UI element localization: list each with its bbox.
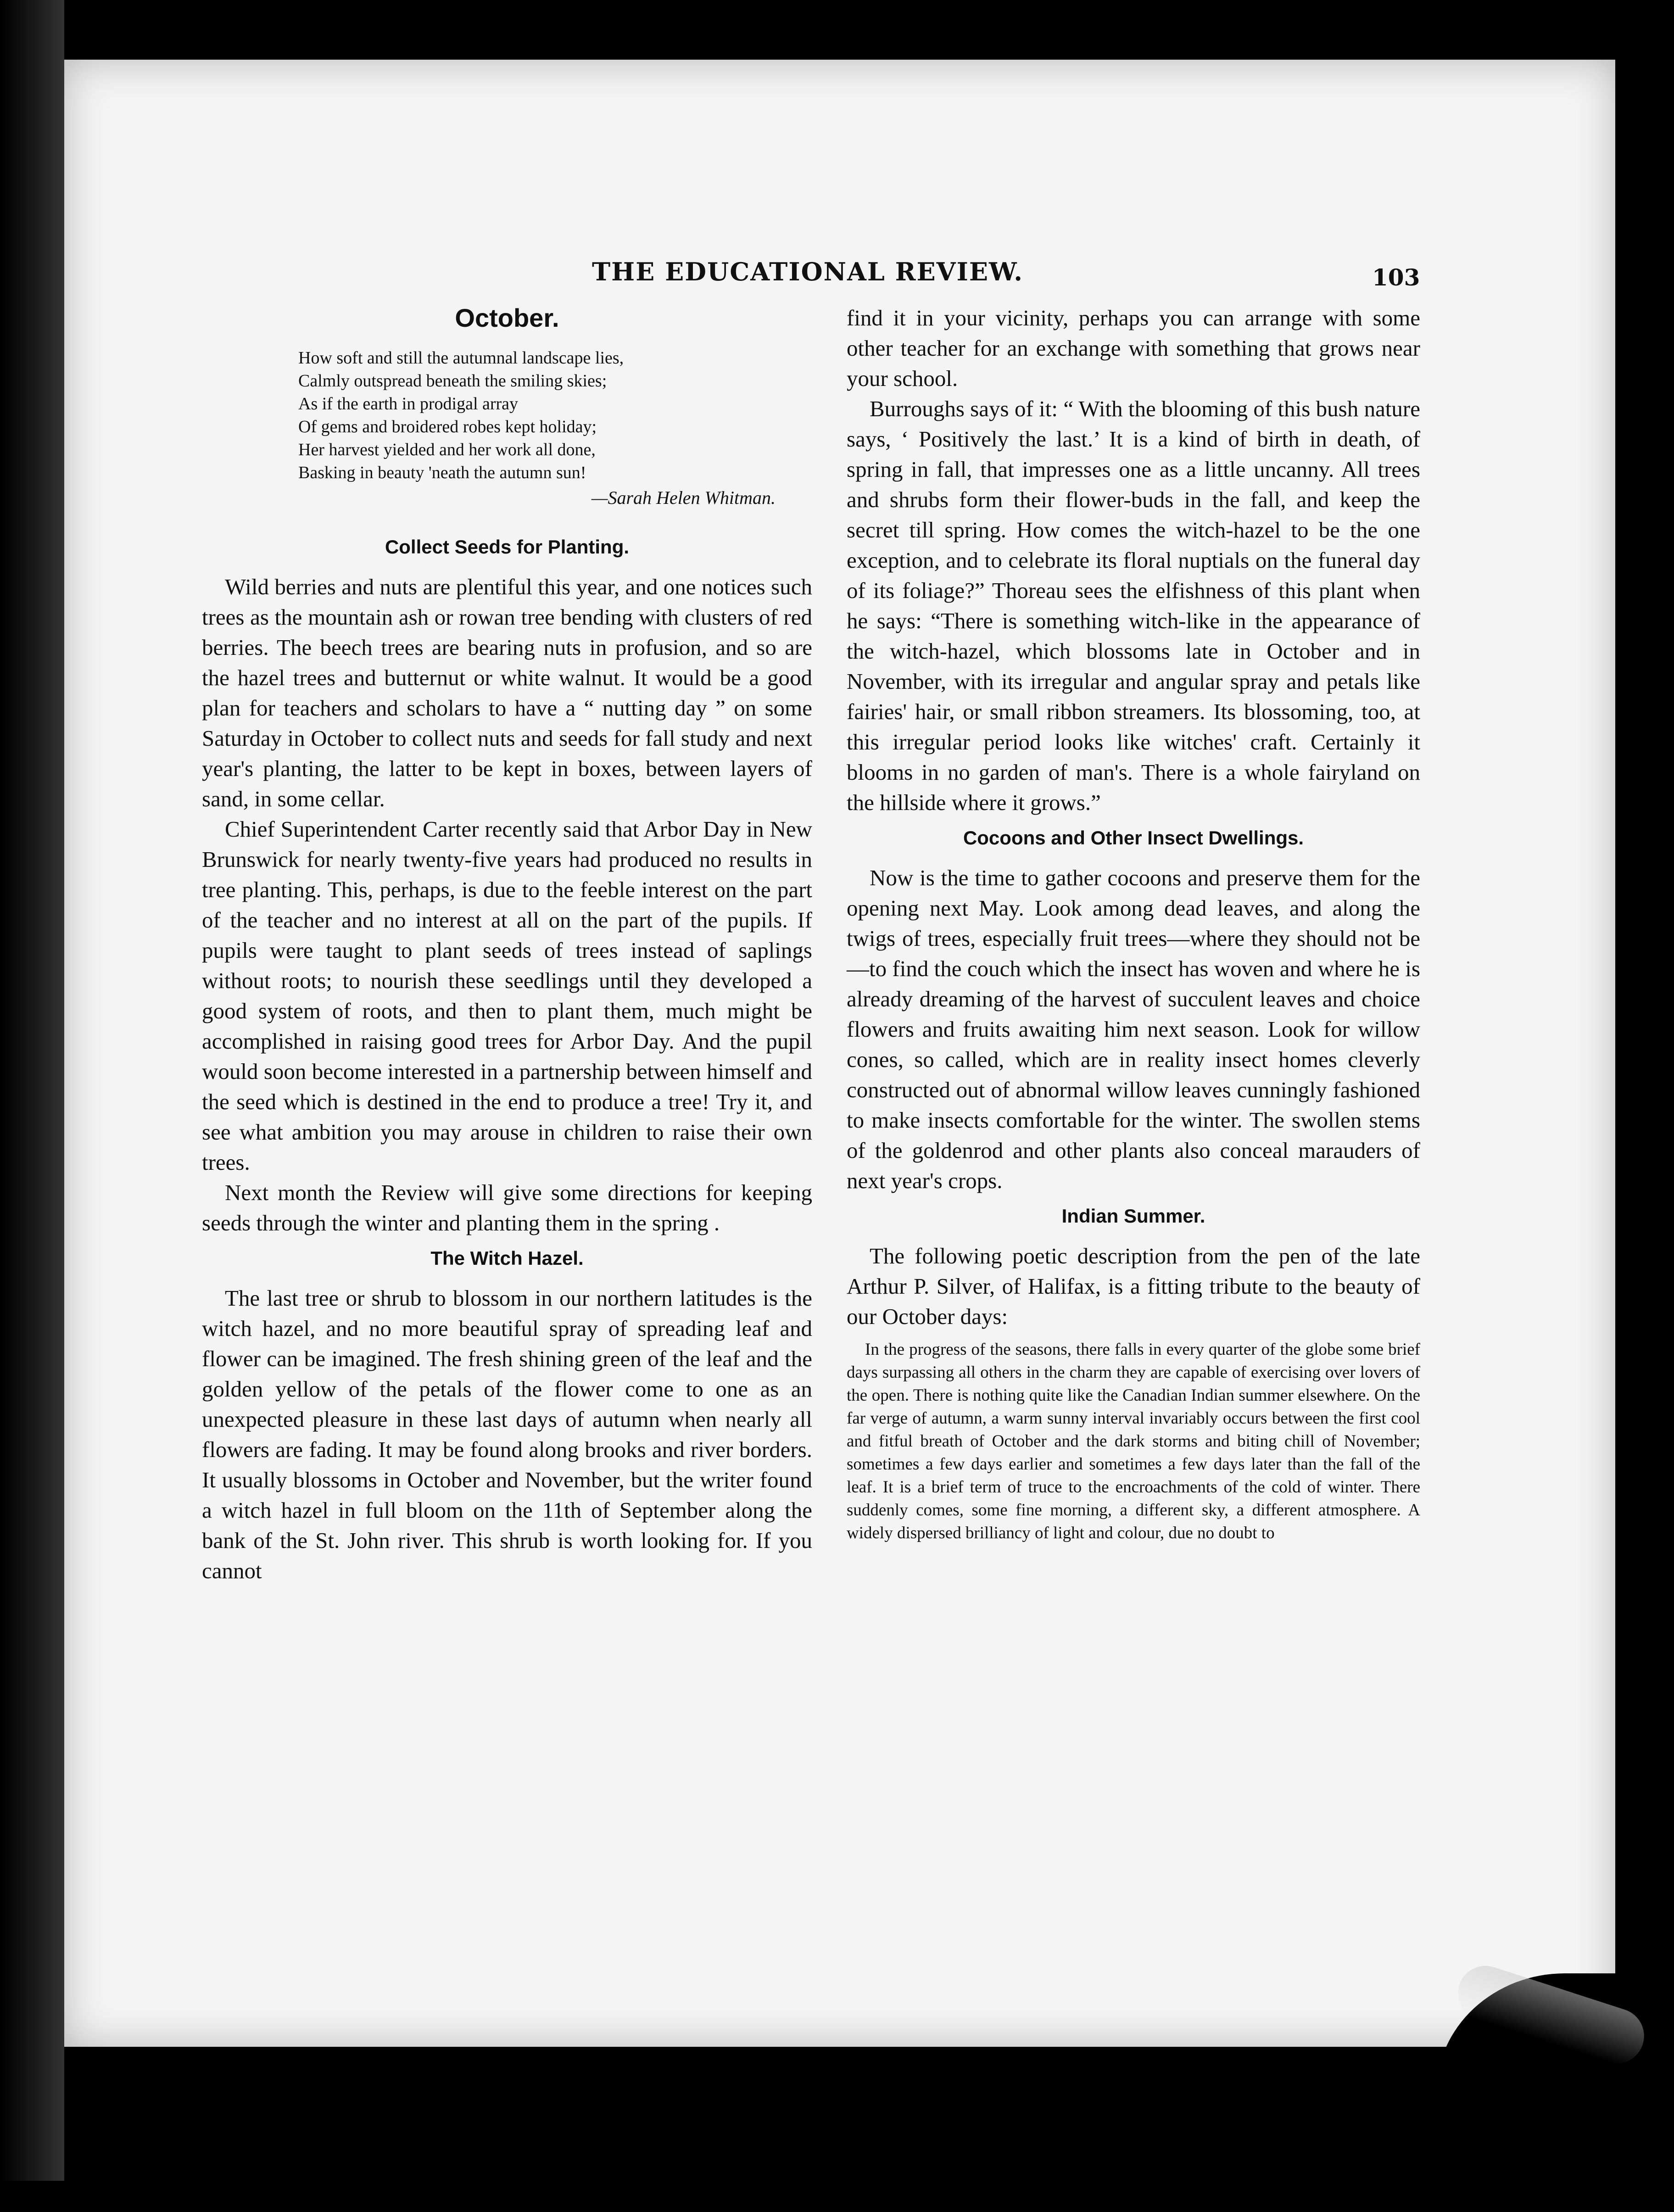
paragraph: Chief Superintendent Carter recently said that Arbor Day in New Brunswick for nearly twenty-five years had produced no results in tree planting. This, perhaps, is due to the feeble interest on the part of the teacher and no interest at all on the part of the pupils. If pupils were taught to plant seeds of trees instead of saplings without roots; to nourish these seedlings until they developed a good system of roots, and then to plant them, much might be accomplished in raising good trees for Arbor Day. And the pupil would soon become interested in a partnership between himself and the seed which is destined in the end to produce a tree! Try it, and see what ambition you may arouse in children to raise their own trees. [202, 816, 812, 1175]
right-column [847, 303, 1420, 1545]
page-number: 103 [1372, 264, 1420, 291]
poem-line: As if the earth in prodigal array [298, 394, 519, 413]
paragraph: Now is the time to gather cocoons and preserve them for the opening next May. Look among dead leaves, and along the twigs of trees, especially fruit trees—where they should not be—to find the couch which the insect has woven and where he is already dreaming of the harvest of succulent leaves and choice flowers and fruits awaiting him next season. Look for willow cones, so called, which are in reality insect homes cleverly constructed out of abnormal willow leaves cunningly fashioned to make insects comfortable for the winter. The swollen stems of the goldenrod and other plants also conceal marauders of next year's crops. [847, 865, 1420, 1193]
poem-line: Her harvest yielded and her work all done, [298, 440, 596, 459]
paragraph: find it in your vicinity, perhaps you can arrange with some other teacher for an exchange with something that grows near your school. [847, 305, 1420, 391]
block-quote: In the progress of the seasons, there falls in every quarter of the globe some brief days surpassing all others in the charm they are capable of exercising over lovers of the open. There is nothing quite like the Canadian Indian summer elsewhere. On the far verge of autumn, a warm sunny interval invariably occurs between the first cool and fitful breath of October and the dark storms and biting chill of November; sometimes a few days earlier and sometimes a few days later than the fall of the leaf. It is a brief term of truce to the encroachments of the cold of winter. There suddenly comes, some fine morning, a different sky, a different atmosphere. A widely dispersed brilliancy of light and colour, due no doubt to [847, 1340, 1420, 1542]
paragraph: Wild berries and nuts are plentiful this year, and one notices such trees as the mountain ash or rowan tree bending with clusters of red berries. The beech trees are bearing nuts in profusion, and so are the hazel trees and butternut or white walnut. It would be a good plan for teachers and scholars to have a “ nutting day ” on some Saturday in October to collect nuts and seeds for fall study and next year's planting, the latter to be kept in boxes, between layers of sand, in some cellar. [202, 574, 812, 811]
section-heading-cocoons: Cocoons and Other Insect Dwellings. [963, 827, 1304, 849]
poem-line: Basking in beauty 'neath the autumn sun! [298, 463, 586, 482]
poem-line: How soft and still the autumnal landscape lies, [298, 348, 624, 368]
section-heading-indian-summer: Indian Summer. [1061, 1205, 1205, 1227]
paragraph: The following poetic description from the pen of the late Arthur P. Silver, of Halifax, is a fitting tribute to the beauty of our October days: [847, 1243, 1420, 1329]
running-title: THE EDUCATIONAL REVIEW. [591, 257, 1024, 286]
book-gutter-shadow [0, 0, 64, 2181]
poem-attribution: —Sarah Helen Whitman. [591, 487, 776, 508]
section-heading-witch-hazel: The Witch Hazel. [430, 1247, 584, 1269]
paragraph: Burroughs says of it: “ With the blooming of this bush nature says, ‘ Positively the last.’ It is a kind of birth in death, of spring in fall, that impresses one as a little uncanny. All trees and shrubs form their flower-buds in the fall, and keep the secret till spring. How comes the witch-hazel to be the one exception, and to celebrate its floral nuptials on the funeral day of its foliage?” Thoreau sees the elfishness of this plant when he says: “There is something witch-like in the appearance of the witch-hazel, which blossoms late in October and in November, with its irregular and angular spray and petals like fairies' hair, or small ribbon streamers. Its blossoming, too, at this irregular period looks like witches' craft. Certainly it blooms in no garden of man's. There is a whole fairyland on the hillside where it grows.” [847, 396, 1420, 815]
poem [298, 346, 812, 484]
poem-title: October. [455, 303, 559, 332]
section-heading-collect-seeds: Collect Seeds for Planting. [385, 536, 630, 558]
left-column [202, 303, 812, 1586]
paragraph: Next month the Review will give some directions for keeping seeds through the winter and planting them in the spring . [202, 1180, 812, 1235]
paragraph: The last tree or shrub to blossom in our northern latitudes is the witch hazel, and no more beautiful spray of spreading leaf and flower can be imagined. The fresh shining green of the leaf and the golden yellow of the petals of the flower come to one as an unexpected pleasure in these last days of autumn when nearly all flowers are fading. It may be found along brooks and river borders. It usually blossoms in October and November, but the writer found a witch hazel in full bloom on the 11th of September along the bank of the St. John river. This shrub is worth looking for. If you cannot [202, 1285, 812, 1583]
poem-line: Of gems and broidered robes kept holiday; [298, 417, 597, 436]
poem-line: Calmly outspread beneath the smiling skies; [298, 371, 607, 391]
